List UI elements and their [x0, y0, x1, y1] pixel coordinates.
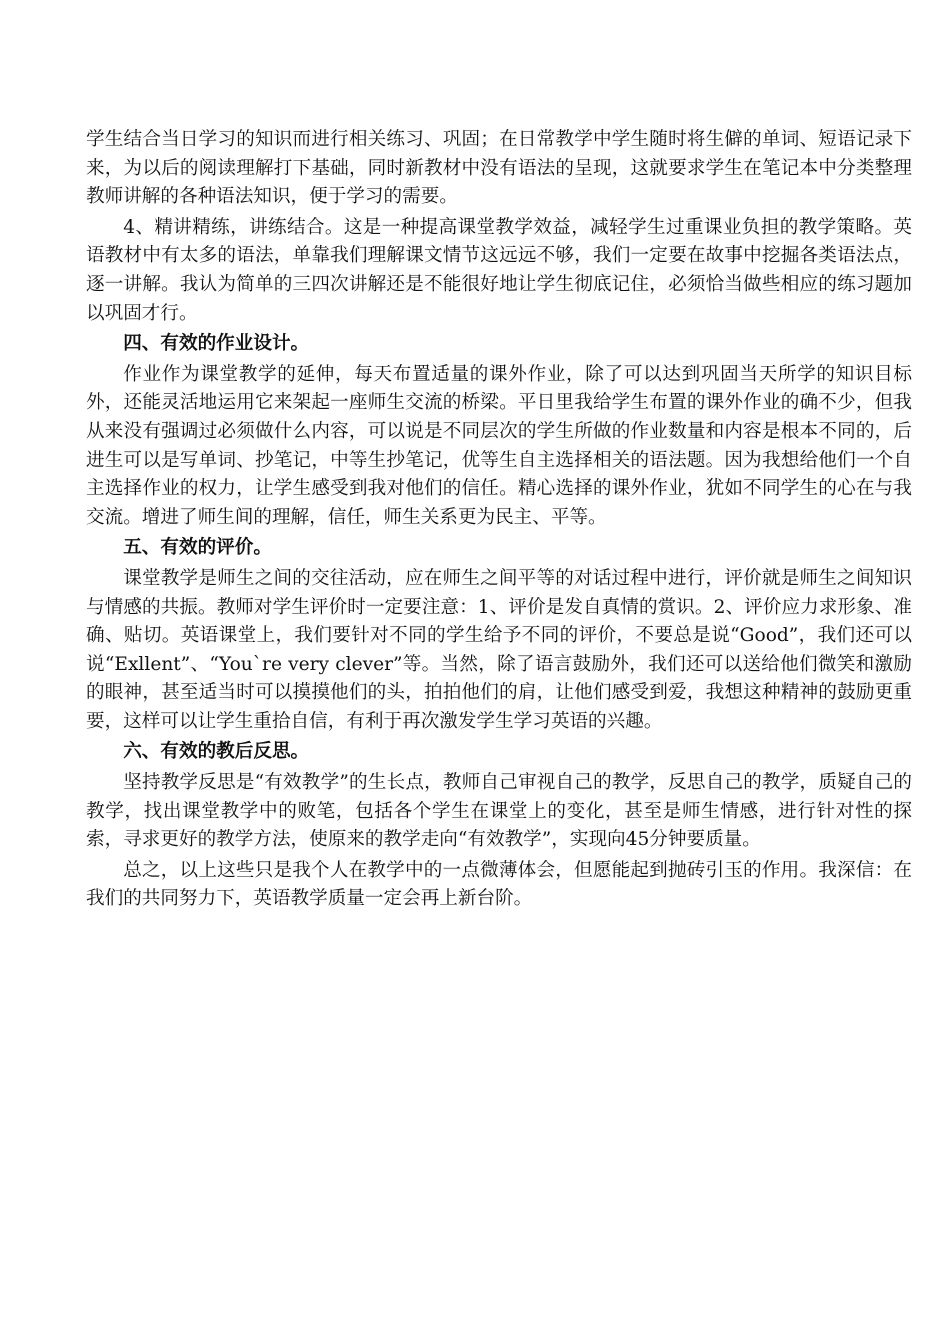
paragraph-point-4: 4、精讲精练，讲练结合。这是一种提高课堂教学效益，减轻学生过重课业负担的教学策略。英语教材中有太多的语法，单靠我们理解课文情节这远远不够，我们一定要在故事中挖掘各类语法点，逐一讲解。我认为简单的三四次讲解还是不能很好地让学生彻底记住，必须恰当做些相应的练习题加以巩固才行。: [86, 216, 912, 324]
paragraph-reflection: 坚持教学反思是“有效教学”的生长点，教师自己审视自己的教学，反思自己的教学，质疑自己的教学，找出课堂教学中的败笔，包括各个学生在课堂上的变化，甚至是师生情感，进行针对性的探索，寻求更好的教学方法，使原来的教学走向“有效教学”，实现向45分钟要质量。: [86, 772, 912, 851]
document-page: [86, 126, 912, 916]
section-heading-evaluation: 五、有效的评价。: [123, 537, 272, 559]
paragraph-evaluation: 课堂教学是师生之间的交往活动，应在师生之间平等的对话过程中进行，评价就是师生之间知识与情感的共振。教师对学生评价时一定要注意：1、评价是发自真情的赏识。2、评价应力求形象、准确、贴切。英语课堂上，我们要针对不同的学生给予不同的评价，不要总是说“Good”，我们还可以说“Exllent”、“You`re very clever”等。当然，除了语言鼓励外，我们还可以送给他们微笑和激励的眼神，甚至适当时可以摸摸他们的头，拍拍他们的肩，让他们感受到爱，我想这种精神的鼓励更重要，这样可以让学生重拾自信，有利于再次激发学生学习英语的兴趣。: [86, 567, 912, 732]
section-heading-homework-design: 四、有效的作业设计。: [123, 333, 310, 355]
paragraph-continuation: 学生结合当日学习的知识而进行相关练习、巩固；在日常教学中学生随时将生僻的单词、短语记录下来，为以后的阅读理解打下基础，同时新教材中没有语法的呈现，这就要求学生在笔记本中分类整理教师讲解的各种语法知识，便于学习的需要。: [86, 129, 912, 208]
paragraph-homework: 作业作为课堂教学的延伸，每天布置适量的课外作业，除了可以达到巩固当天所学的知识目标外，还能灵活地运用它来架起一座师生交流的桥梁。平日里我给学生布置的课外作业的确不少，但我从来没有强调过必须做什么内容，可以说是不同层次的学生所做的作业数量和内容是根本不同的，后进生可以是写单词、抄笔记，中等生抄笔记，优等生自主选择相关的语法题。因为我想给他们一个自主选择作业的权力，让学生感受到我对他们的信任。精心选择的课外作业，犹如不同学生的心在与我交流。增进了师生间的理解，信任，师生关系更为民主、平等。: [86, 363, 912, 528]
section-heading-reflection: 六、有效的教后反思。: [123, 741, 310, 763]
paragraph-conclusion: 总之，以上这些只是我个人在教学中的一点微薄体会，但愿能起到抛砖引玉的作用。我深信：在我们的共同努力下，英语教学质量一定会再上新台阶。: [86, 859, 912, 910]
